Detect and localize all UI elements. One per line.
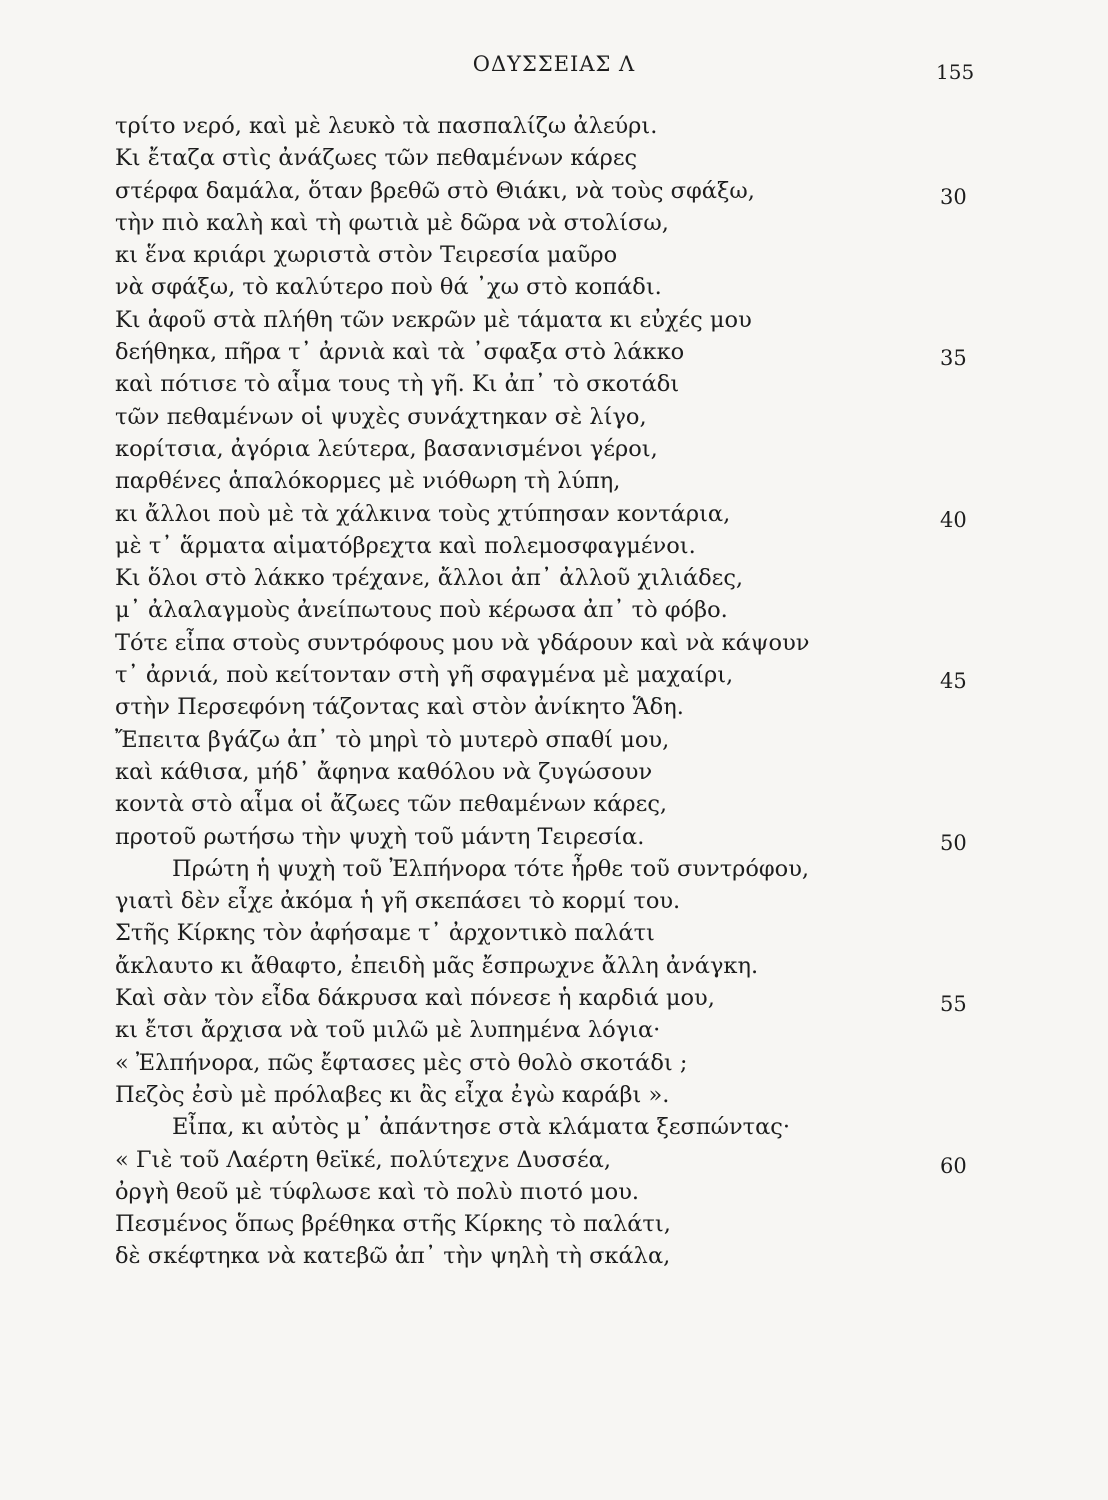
verse-line: [0, 659, 1108, 694]
line-number: 60: [940, 1153, 967, 1178]
verse-text: Τότε εἶπα στοὺς συντρόφους μου νὰ γδάρουν καὶ νὰ κάψουν: [115, 629, 810, 656]
verse-line: [0, 756, 1108, 788]
verse-line: [0, 498, 1108, 530]
verse-text: Πεσμένος ὅπως βρέθηκα στῆς Κίρκης τὸ παλάτι,: [115, 1211, 671, 1238]
verse-text: παρθένες ἁπαλόκορμες μὲ νιόθωρη τὴ λύπη,: [115, 468, 621, 495]
verse-line: [0, 917, 1108, 949]
verse-line: [0, 853, 1108, 885]
verse-line: [0, 239, 1108, 271]
page-number: 155: [936, 60, 975, 84]
verse-text: καὶ πότισε τὸ αἷμα τους τὴ γῆ. Κι ἀπ᾽ τὸ σκοτάδι: [115, 371, 680, 398]
verse-line: [0, 821, 1108, 853]
verse-text: τρίτο νερό, καὶ μὲ λευκὸ τὰ πασπαλίζω ἀλεύρι.: [115, 113, 658, 139]
verse-line: [0, 627, 1108, 659]
verse-text: γιατὶ δὲν εἶχε ἀκόμα ἡ γῆ σκεπάσει τὸ κορμί του.: [115, 888, 681, 915]
verse-line: [0, 1208, 1108, 1240]
verse-line: [0, 433, 1108, 465]
verse-line: [0, 271, 1108, 303]
verse-line: [0, 1014, 1108, 1046]
verse-text: κι ἔτσι ἄρχισα νὰ τοῦ μιλῶ μὲ λυπημένα λόγια·: [115, 1017, 661, 1044]
verse-line: [0, 1047, 1108, 1079]
verse-text: Εἶπα, κι αὐτὸς μ᾽ ἀπάντησε στὰ κλάματα ξεσπώντας·: [172, 1114, 791, 1141]
verse-line: [0, 1176, 1108, 1208]
verse-line: [0, 401, 1108, 433]
verse-line: [0, 304, 1108, 336]
verse-text: κι ἄλλοι ποὺ μὲ τὰ χάλκινα τοὺς χτύπησαν κοντάρια,: [115, 500, 731, 527]
verse-text: κοντὰ στὸ αἷμα οἱ ἄζωες τῶν πεθαμένων κάρες,: [115, 791, 668, 818]
verse-text: προτοῦ ρωτήσω τὴν ψυχὴ τοῦ μάντη Τειρεσία.: [115, 823, 645, 850]
line-number: 50: [940, 830, 967, 855]
verse-text: Κι ἀφοῦ στὰ πλήθη τῶν νεκρῶν μὲ τάματα κι εὐχές μου: [115, 306, 752, 333]
verse-block: [0, 110, 1108, 1273]
verse-line: [0, 982, 1108, 1017]
line-number: 55: [940, 992, 967, 1017]
verse-line: [0, 368, 1108, 400]
verse-text: καὶ κάθισα, μήδ᾽ ἄφηνα καθόλου νὰ ζυγώσουν: [115, 758, 653, 785]
verse-line: [0, 1240, 1108, 1272]
verse-text: ὀργὴ θεοῦ μὲ τύφλωσε καὶ τὸ πολὺ πιοτό μου.: [115, 1178, 640, 1205]
verse-line: [0, 207, 1108, 239]
verse-line: [0, 142, 1108, 174]
verse-line: [0, 1111, 1108, 1143]
verse-text: δὲ σκέφτηκα νὰ κατεβῶ ἀπ᾽ τὴν ψηλὴ τὴ σκάλα,: [115, 1243, 671, 1270]
verse-line: [0, 465, 1108, 497]
verse-text: τ᾽ ἀρνιά, ποὺ κείτονταν στὴ γῆ σφαγμένα μὲ μαχαίρι,: [115, 662, 734, 689]
verse-text: Πεζὸς ἐσὺ μὲ πρόλαβες κι ἂς εἶχα ἐγὼ καράβι ».: [115, 1081, 670, 1108]
verse-line: [0, 336, 1108, 371]
verse-line: [0, 562, 1108, 594]
verse-text: Κι ἔταζα στὶς ἀνάζωες τῶν πεθαμένων κάρες: [115, 145, 638, 172]
running-header: ΟΔΥΣΣΕΙΑΣ Λ: [472, 52, 636, 76]
verse-text: κι ἕνα κριάρι χωριστὰ στὸν Τειρεσία μαῦρο: [115, 242, 618, 269]
verse-text: νὰ σφάξω, τὸ καλύτερο ποὺ θά ᾽χω στὸ κοπάδι.: [115, 274, 662, 301]
line-number: 35: [940, 346, 967, 371]
verse-line: [0, 1144, 1108, 1176]
verse-text: δεήθηκα, πῆρα τ᾽ ἀρνιὰ καὶ τὰ ᾽σφαξα στὸ λάκκο: [115, 339, 685, 366]
verse-text: Κι ὅλοι στὸ λάκκο τρέχανε, ἄλλοι ἀπ᾽ ἀλλοῦ χιλιάδες,: [115, 565, 744, 592]
line-number: 45: [940, 669, 967, 694]
line-number: 40: [940, 507, 967, 532]
verse-text: στὴν Περσεφόνη τάζοντας καὶ στὸν ἀνίκητο Ἅδη.: [115, 694, 684, 721]
verse-text: Στῆς Κίρκης τὸν ἀφήσαμε τ᾽ ἀρχοντικὸ παλάτι: [115, 920, 655, 947]
verse-text: Καὶ σὰν τὸν εἶδα δάκρυσα καὶ πόνεσε ἡ καρδιά μου,: [115, 985, 715, 1012]
verse-line: [0, 110, 1108, 142]
verse-text: τῶν πεθαμένων οἱ ψυχὲς συνάχτηκαν σὲ λίγο,: [115, 403, 647, 430]
verse-line: [0, 691, 1108, 723]
verse-text: Ἔπειτα βγάζω ἀπ᾽ τὸ μηρὶ τὸ μυτερὸ σπαθί μου,: [115, 726, 670, 753]
verse-text: « Ἐλπήνορα, πῶς ἔφτασες μὲς στὸ θολὸ σκοτάδι ;: [115, 1049, 688, 1076]
verse-text: μ᾽ ἀλαλαγμοὺς ἀνείπωτους ποὺ κέρωσα ἀπ᾽ τὸ φόβο.: [115, 597, 728, 624]
verse-line: [0, 885, 1108, 917]
verse-line: [0, 950, 1108, 982]
verse-line: [0, 724, 1108, 756]
line-number: 30: [940, 184, 967, 209]
verse-text: κορίτσια, ἀγόρια λεύτερα, βασανισμένοι γέροι,: [115, 435, 658, 462]
verse-text: μὲ τ᾽ ἅρματα αἱματόβρεχτα καὶ πολεμοσφαγμένοι.: [115, 532, 696, 559]
verse-text: στέρφα δαμάλα, ὅταν βρεθῶ στὸ Θιάκι, νὰ τοὺς σφάξω,: [115, 177, 755, 204]
verse-line: [0, 1079, 1108, 1111]
verse-line: [0, 594, 1108, 626]
verse-text: Πρώτη ἡ ψυχὴ τοῦ Ἐλπήνορα τότε ἦρθε τοῦ συντρόφου,: [172, 855, 810, 882]
verse-line: [0, 175, 1108, 207]
verse-text: τὴν πιὸ καλὴ καὶ τὴ φωτιὰ μὲ δῶρα νὰ στολίσω,: [115, 209, 669, 236]
verse-line: [0, 788, 1108, 820]
verse-text: ἄκλαυτο κι ἄθαφτο, ἐπειδὴ μᾶς ἔσπρωχνε ἄλλη ἀνάγκη.: [115, 952, 759, 979]
verse-text: « Γιὲ τοῦ Λαέρτη θεϊκέ, πολύτεχνε Δυσσέα,: [115, 1146, 611, 1173]
verse-line: [0, 530, 1108, 562]
